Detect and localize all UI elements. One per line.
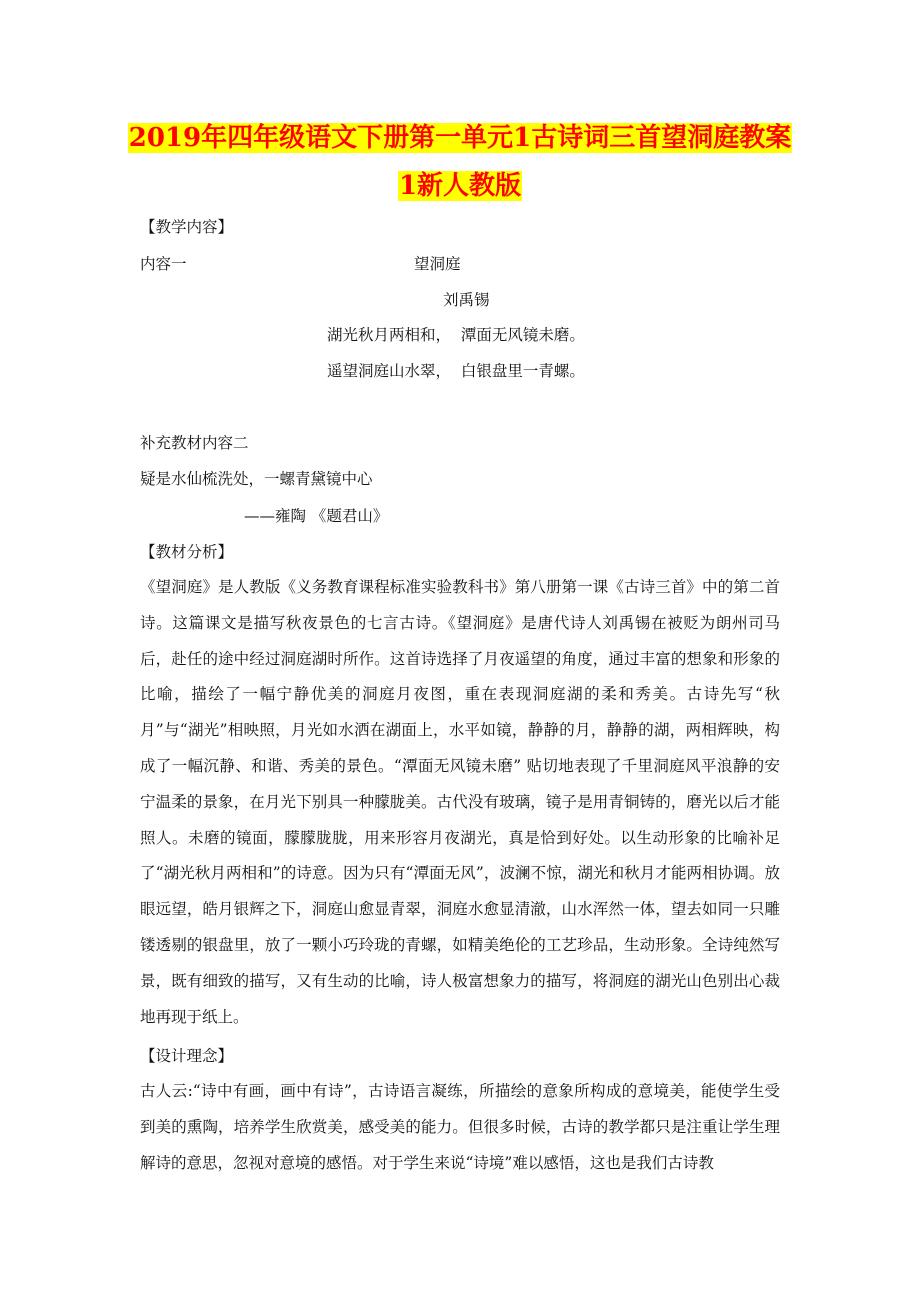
poem-title: 望洞庭 [414,255,461,273]
poem-line-1: 湖光秋月两相和， 潭面无风镜未磨。 [327,326,585,344]
analysis-heading: 【教材分析】 [140,543,234,561]
supplement-label: 补充教材内容二 [140,434,249,452]
title-text-2: 1新人教版 [398,171,522,201]
analysis-paragraph: 《望洞庭》是人教版《义务教育课程标准实验教科书》第八册第一课《古诗三首》中的第二首诗。这篇课文是描写秋夜景色的七言古诗。《望洞庭》是唐代诗人刘禹锡在被贬为朗州司马后，赴任的途中经过洞庭湖时所作。这首诗选择了月夜遥望的角度，通过丰富的想象和形象的比喻，描绘了一幅宁静优美的洞庭月夜图，重在表现洞庭湖的柔和秀美。古诗先写“秋月”与“湖光”相映照，月光如水洒在湖面上，水平如镜，静静的月，静静的湖，两相辉映，构成了一幅沉静、和谐、秀美的景色。“潭面无风镜未磨” 贴切地表现了千里洞庭风平浪静的安宁温柔的景象，在月光下别具一种朦胧美。古代没有玻璃，镜子是用青铜铸的，磨光以后才能照人。未磨的镜面，朦朦胧胧，用来形容月夜湖光，真是恰到好处。以生动形象的比喻补足了“湖光秋月两相和”的诗意。因为只有“潭面无风”，波澜不惊，湖光和秋月才能两相协调。放眼远望，皓月银辉之下，洞庭山愈显青翠，洞庭水愈显清澈，山水浑然一体，望去如同一只雕镂透剔的银盘里，放了一颗小巧玲珑的青螺，如精美绝伦的工艺珍品，生动形象。全诗纯然写景，既有细致的描写，又有生动的比喻，诗人极富想象力的描写，将洞庭的湖光山色别出心裁地再现于纸上。 [140,578,780,1026]
document-title-line-2 [0,166,920,206]
document-title-line-1 [0,118,920,158]
supplement-source: ——雍陶 《题君山》 [244,507,389,525]
design-paragraph: 古人云:“诗中有画，画中有诗”，古诗语言凝练，所描绘的意象所构成的意境美，能使学生受到美的熏陶，培养学生欣赏美，感受美的能力。但很多时候，古诗的教学都只是注重让学生理解诗的意思，忽视对意境的感悟。对于学生来说“诗境”难以感悟，这也是我们古诗教 [140,1082,780,1172]
poem-author: 刘禹锡 [443,291,490,309]
design-heading: 【设计理念】 [140,1047,234,1065]
content-one-label: 内容一 [140,255,187,273]
teaching-content-heading: 【教学内容】 [140,218,234,236]
title-text-1: 2019年四年级语文下册第一单元1古诗词三首望洞庭教案 [128,123,792,153]
poem-line-2: 遥望洞庭山水翠， 白银盘里一青螺。 [327,362,585,380]
supplement-line: 疑是水仙梳洗处，一螺青黛镜中心 [140,470,373,488]
